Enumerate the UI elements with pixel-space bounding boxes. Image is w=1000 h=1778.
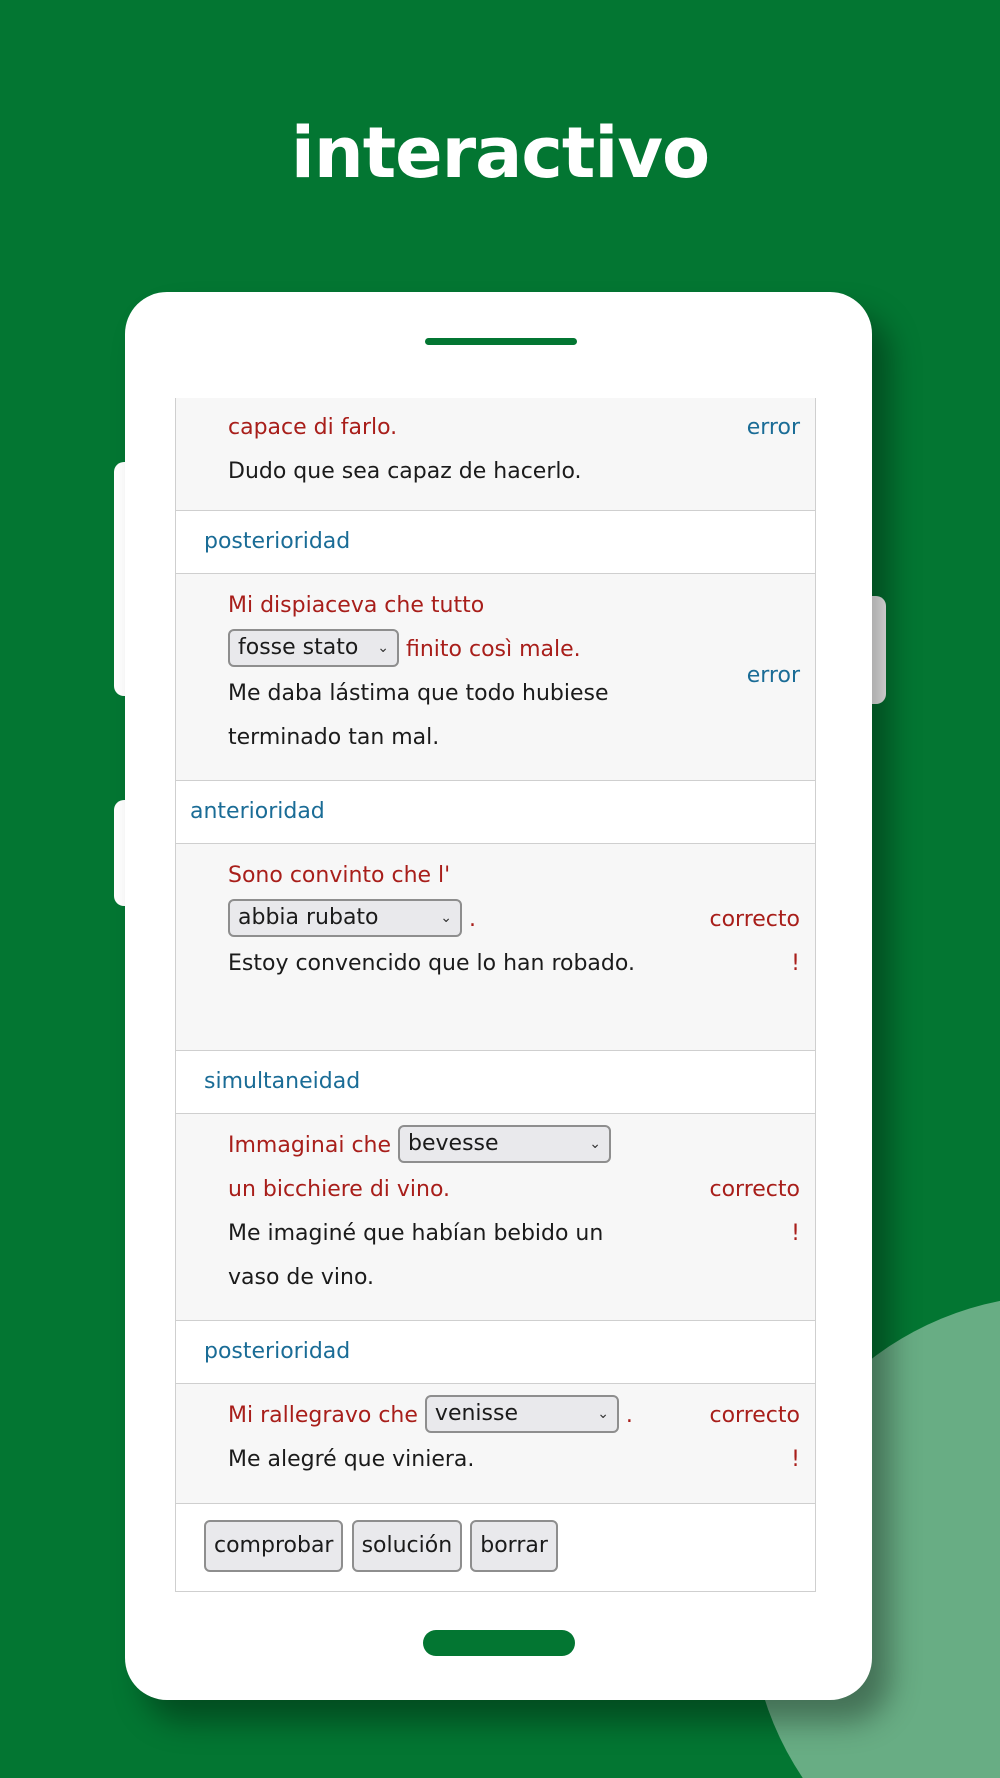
status-correct <box>710 1168 801 1256</box>
chevron-down-icon: ⌄ <box>377 640 389 656</box>
verb-select-value: fosse stato <box>238 635 359 660</box>
verb-select[interactable] <box>398 1125 611 1163</box>
status-error: error <box>746 663 800 688</box>
phone-frame <box>125 292 872 1700</box>
app-screen[interactable] <box>175 398 816 1592</box>
headline: interactivo <box>290 112 710 194</box>
spanish-translation: Estoy convencido que lo han robado. <box>228 951 635 976</box>
italian-sentence-end: . <box>625 1403 633 1428</box>
action-buttons <box>176 1504 815 1590</box>
chevron-down-icon: ⌄ <box>589 1136 602 1152</box>
exercise-row <box>176 1114 815 1321</box>
status-correct <box>710 898 801 986</box>
category-label: posterioridad <box>176 1321 815 1384</box>
check-button[interactable]: comprobar <box>204 1520 343 1572</box>
status-correct-mark: ! <box>791 1447 800 1472</box>
spanish-translation: Dudo que sea capaz de hacerlo. <box>228 459 582 484</box>
status-error: error <box>746 415 800 440</box>
verb-select[interactable] <box>425 1395 619 1433</box>
verb-select-value: venisse <box>434 1401 518 1426</box>
status-correct-label: correcto <box>709 1177 800 1202</box>
status-correct <box>710 1394 801 1482</box>
category-label: anterioridad <box>176 781 815 844</box>
chevron-down-icon: ⌄ <box>597 1406 609 1422</box>
exercise-list <box>176 398 815 1590</box>
italian-sentence-end: finito così male. <box>406 637 581 662</box>
italian-sentence-end: un bicchiere di vino. <box>228 1177 451 1202</box>
exercise-row <box>176 574 815 781</box>
italian-sentence-start: Sono convinto che l' <box>228 863 451 888</box>
solution-button[interactable]: solución <box>352 1520 463 1572</box>
chevron-down-icon: ⌄ <box>440 910 452 926</box>
italian-sentence-start: Immaginai che <box>228 1133 392 1158</box>
home-indicator <box>423 1630 575 1656</box>
verb-select[interactable] <box>228 899 462 937</box>
exercise-row <box>176 844 815 1051</box>
spanish-translation: Me alegré que viniera. <box>228 1447 475 1472</box>
status-correct-label: correcto <box>709 907 800 932</box>
italian-sentence-end: . <box>469 907 476 932</box>
status-correct-label: correcto <box>709 1403 800 1428</box>
italian-sentence-start: Mi rallegravo che <box>228 1403 418 1428</box>
category-label: simultaneidad <box>176 1051 815 1114</box>
italian-sentence: capace di farlo. <box>228 415 398 440</box>
verb-select-value: abbia rubato <box>238 905 379 930</box>
exercise-row <box>176 1384 815 1504</box>
verb-select-value: bevesse <box>408 1131 499 1156</box>
category-label: posterioridad <box>176 511 815 574</box>
clear-button[interactable]: borrar <box>470 1520 558 1572</box>
phone-speaker <box>425 338 577 345</box>
italian-sentence-start: Mi dispiaceva che tutto <box>228 593 485 618</box>
spanish-translation: Me daba lástima que todo hubiese terminado tan mal. <box>228 681 609 750</box>
exercise-row <box>176 398 815 511</box>
status-correct-mark: ! <box>791 951 800 976</box>
spanish-translation: Me imaginé que habían bebido un vaso de vino. <box>228 1221 604 1290</box>
verb-select[interactable] <box>228 629 399 667</box>
status-correct-mark: ! <box>791 1221 800 1246</box>
